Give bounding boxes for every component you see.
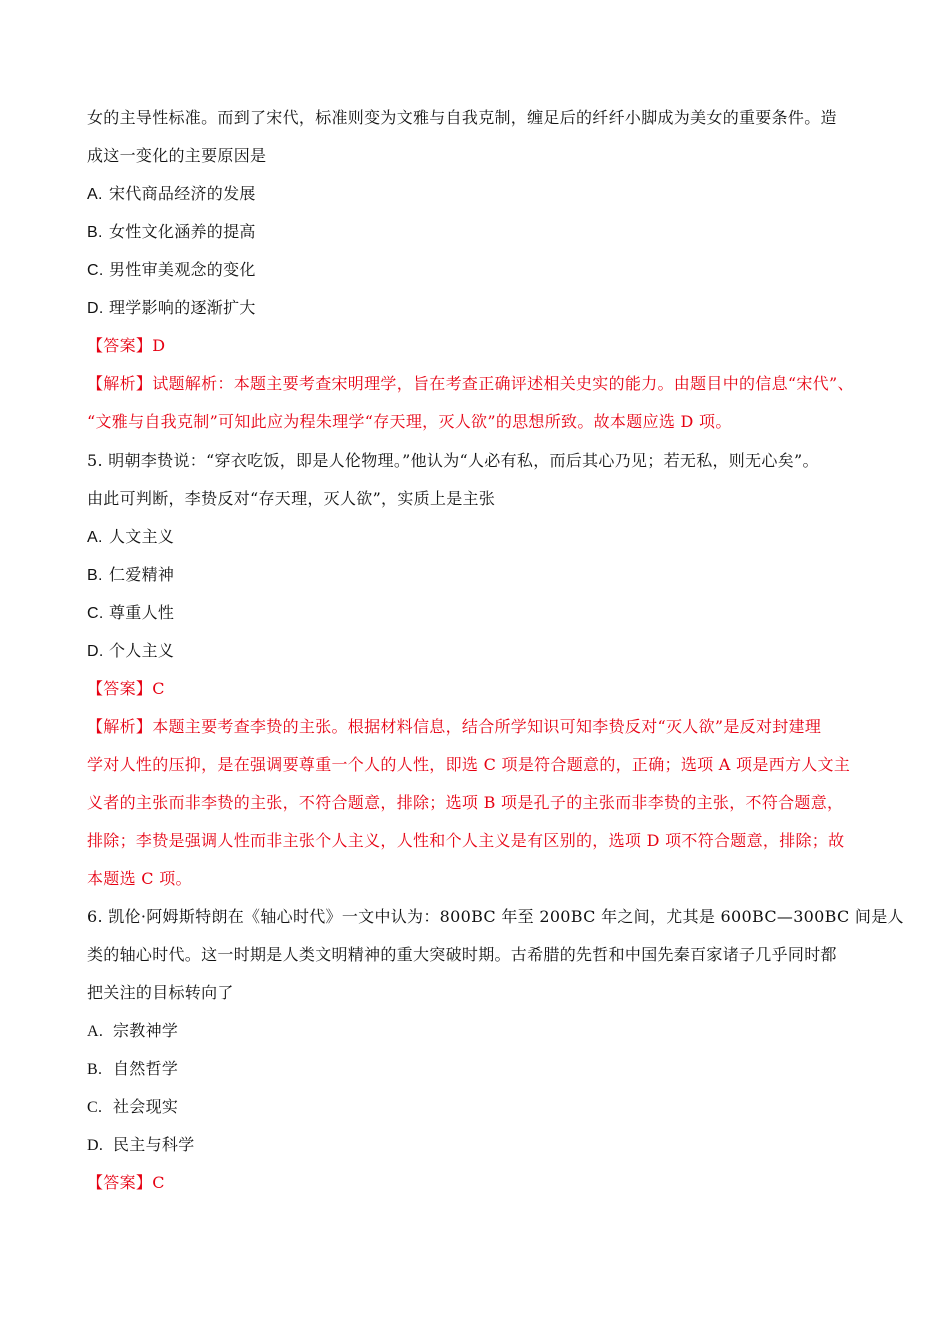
q4-analysis-line-2: “文雅与自我克制”可知此应为程朱理学“存天理，灭人欲”的思想所致。故本题应选 D 项。 xyxy=(87,412,732,431)
q4-option-c xyxy=(87,259,910,282)
q5-analysis-line-5: 本题选 C 项。 xyxy=(87,869,192,888)
q6-stem-line-2: 类的轴心时代。这一时期是人类文明精神的重大突破时期。古希腊的先哲和中国先秦百家诸子几乎同时都 xyxy=(87,945,837,964)
q4-stem-line-1: 女的主导性标准。而到了宋代，标准则变为文雅与自我克制，缠足后的纤纤小脚成为美女的重要条件。造 xyxy=(87,108,837,127)
option-letter: B. xyxy=(87,224,103,241)
q4-option-a xyxy=(87,183,910,206)
option-text: 民主与科学 xyxy=(113,1135,195,1154)
q5-stem-line-2: 由此可判断，李贽反对“存天理，灭人欲”，实质上是主张 xyxy=(87,489,496,508)
q6-stem-line-3: 把关注的目标转向了 xyxy=(87,983,234,1002)
option-letter: C. xyxy=(87,605,104,622)
q5-analysis-line-4: 排除；李贽是强调人性而非主张个人主义，人性和个人主义是有区别的，选项 D 项不符合题意，排除；故 xyxy=(87,831,845,850)
q4-answer: 【答案】D xyxy=(87,336,166,355)
q5-option-c xyxy=(87,602,910,625)
option-text: 仁爱精神 xyxy=(109,565,175,584)
option-letter: A. xyxy=(87,1023,104,1040)
option-text: 宋代商品经济的发展 xyxy=(109,184,256,203)
option-letter: A. xyxy=(87,529,103,546)
option-text: 人文主义 xyxy=(109,527,175,546)
q4-analysis-line-1: 【解析】试题解析：本题主要考查宋明理学，旨在考查正确评述相关史实的能力。由题目中的信息“宋代”、 xyxy=(87,374,854,393)
q5-analysis-line-1: 【解析】本题主要考查李贽的主张。根据材料信息，结合所学知识可知李贽反对“灭人欲”是反对封建理 xyxy=(87,717,822,736)
option-text: 男性审美观念的变化 xyxy=(109,260,256,279)
q5-option-d xyxy=(87,640,910,663)
q5-stem-line-1: 5. 明朝李贽说：“穿衣吃饭，即是人伦物理。”他认为“人必有私，而后其心乃见；若无私，则无心矣”。 xyxy=(87,451,819,470)
option-text: 理学影响的逐渐扩大 xyxy=(109,298,256,317)
q5-option-b xyxy=(87,564,910,587)
option-text: 个人主义 xyxy=(109,641,175,660)
q6-option-c xyxy=(87,1096,910,1119)
q4-option-d xyxy=(87,297,910,320)
option-text: 女性文化涵养的提高 xyxy=(109,222,256,241)
q6-option-a xyxy=(87,1020,910,1043)
option-letter: B. xyxy=(87,567,103,584)
option-letter: C. xyxy=(87,262,104,279)
option-text: 自然哲学 xyxy=(113,1059,179,1078)
q5-analysis-line-2: 学对人性的压抑，是在强调要尊重一个人的人性，即选 C 项是符合题意的，正确；选项 A 项是西方人文主 xyxy=(87,755,851,774)
option-letter: D. xyxy=(87,1137,104,1154)
q6-answer: 【答案】C xyxy=(87,1173,165,1192)
option-letter: B. xyxy=(87,1061,103,1078)
q4-stem-line-2: 成这一变化的主要原因是 xyxy=(87,146,267,165)
option-text: 社会现实 xyxy=(113,1097,179,1116)
option-text: 尊重人性 xyxy=(109,603,175,622)
q4-option-b xyxy=(87,221,910,244)
option-letter: A. xyxy=(87,186,103,203)
q5-option-a xyxy=(87,526,910,549)
option-letter: C. xyxy=(87,1099,103,1116)
option-text: 宗教神学 xyxy=(113,1021,179,1040)
q6-option-b xyxy=(87,1058,910,1081)
q5-analysis-line-3: 义者的主张而非李贽的主张，不符合题意，排除；选项 B 项是孔子的主张而非李贽的主张，不符合题意， xyxy=(87,793,844,812)
option-letter: D. xyxy=(87,300,104,317)
q6-option-d xyxy=(87,1134,910,1157)
q5-answer: 【答案】C xyxy=(87,679,165,698)
option-letter: D. xyxy=(87,643,104,660)
q6-stem-line-1: 6. 凯伦·阿姆斯特朗在《轴心时代》一文中认为：800BC 年至 200BC 年之间，尤其是 600BC—300BC 间是人 xyxy=(87,907,904,926)
